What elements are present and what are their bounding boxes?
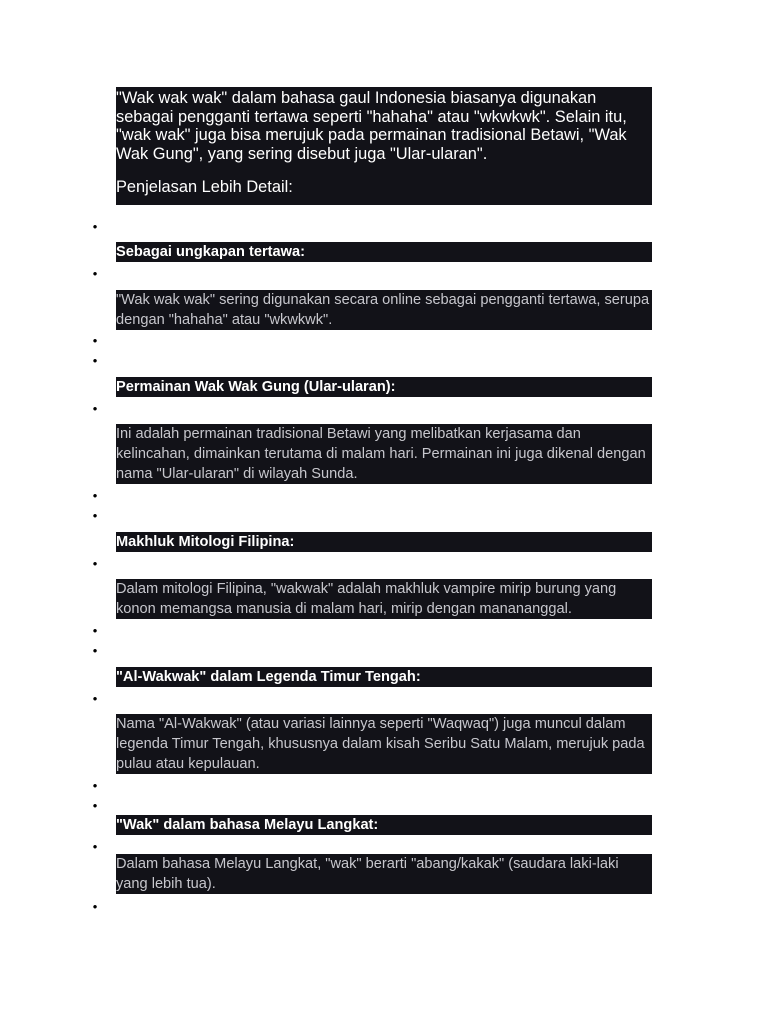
section-text-legend: Nama "Al-Wakwak" (atau variasi lainnya seperti "Waqwaq") juga muncul dalam legenda Timur Tengah, khususnya dalam kisah Seribu Satu Malam, merujuk pada pulau atau kepulauan.	[116, 714, 652, 774]
bullet-marker: •	[92, 333, 98, 348]
bullet-marker: •	[92, 691, 98, 706]
bullet-marker: •	[92, 219, 98, 234]
section-heading-malay: "Wak" dalam bahasa Melayu Langkat:	[116, 815, 652, 835]
section-text-mythology: Dalam mitologi Filipina, "wakwak" adalah makhluk vampire mirip burung yang konon memangsa manusia di malam hari, mirip dengan manananggal.	[116, 579, 652, 619]
section-heading-laugh: Sebagai ungkapan tertawa:	[116, 242, 652, 262]
bullet-marker: •	[92, 266, 98, 281]
bullet-marker: •	[92, 401, 98, 416]
detail-heading: Penjelasan Lebih Detail:	[116, 178, 293, 197]
bullet-marker: •	[92, 508, 98, 523]
section-heading-legend: "Al-Wakwak" dalam Legenda Timur Tengah:	[116, 667, 652, 687]
bullet-marker: •	[92, 899, 98, 914]
intro-paragraph: "Wak wak wak" dalam bahasa gaul Indonesia biasanya digunakan sebagai pengganti tertawa seperti "hahaha" atau "wkwkwk". Selain itu, "wak wak" juga bisa merujuk pada permainan tradisional Betawi, "Wak Wak Gung", yang sering disebut juga "Ular-ularan".	[116, 89, 627, 163]
intro-block	[116, 87, 652, 205]
section-heading-game: Permainan Wak Wak Gung (Ular-ularan):	[116, 377, 652, 397]
bullet-marker: •	[92, 643, 98, 658]
bullet-marker: •	[92, 778, 98, 793]
bullet-marker: •	[92, 623, 98, 638]
bullet-marker: •	[92, 798, 98, 813]
bullet-marker: •	[92, 488, 98, 503]
section-text-malay: Dalam bahasa Melayu Langkat, "wak" berarti "abang/kakak" (saudara laki-laki yang lebih tua).	[116, 854, 652, 894]
section-text-laugh: "Wak wak wak" sering digunakan secara online sebagai pengganti tertawa, serupa dengan "hahaha" atau "wkwkwk".	[116, 290, 652, 330]
bullet-marker: •	[92, 556, 98, 571]
section-text-game: Ini adalah permainan tradisional Betawi yang melibatkan kerjasama dan kelincahan, dimainkan terutama di malam hari. Permainan ini juga dikenal dengan nama "Ular-ularan" di wilayah Sunda.	[116, 424, 652, 484]
bullet-marker: •	[92, 353, 98, 368]
bullet-marker: •	[92, 839, 98, 854]
section-heading-mythology: Makhluk Mitologi Filipina:	[116, 532, 652, 552]
